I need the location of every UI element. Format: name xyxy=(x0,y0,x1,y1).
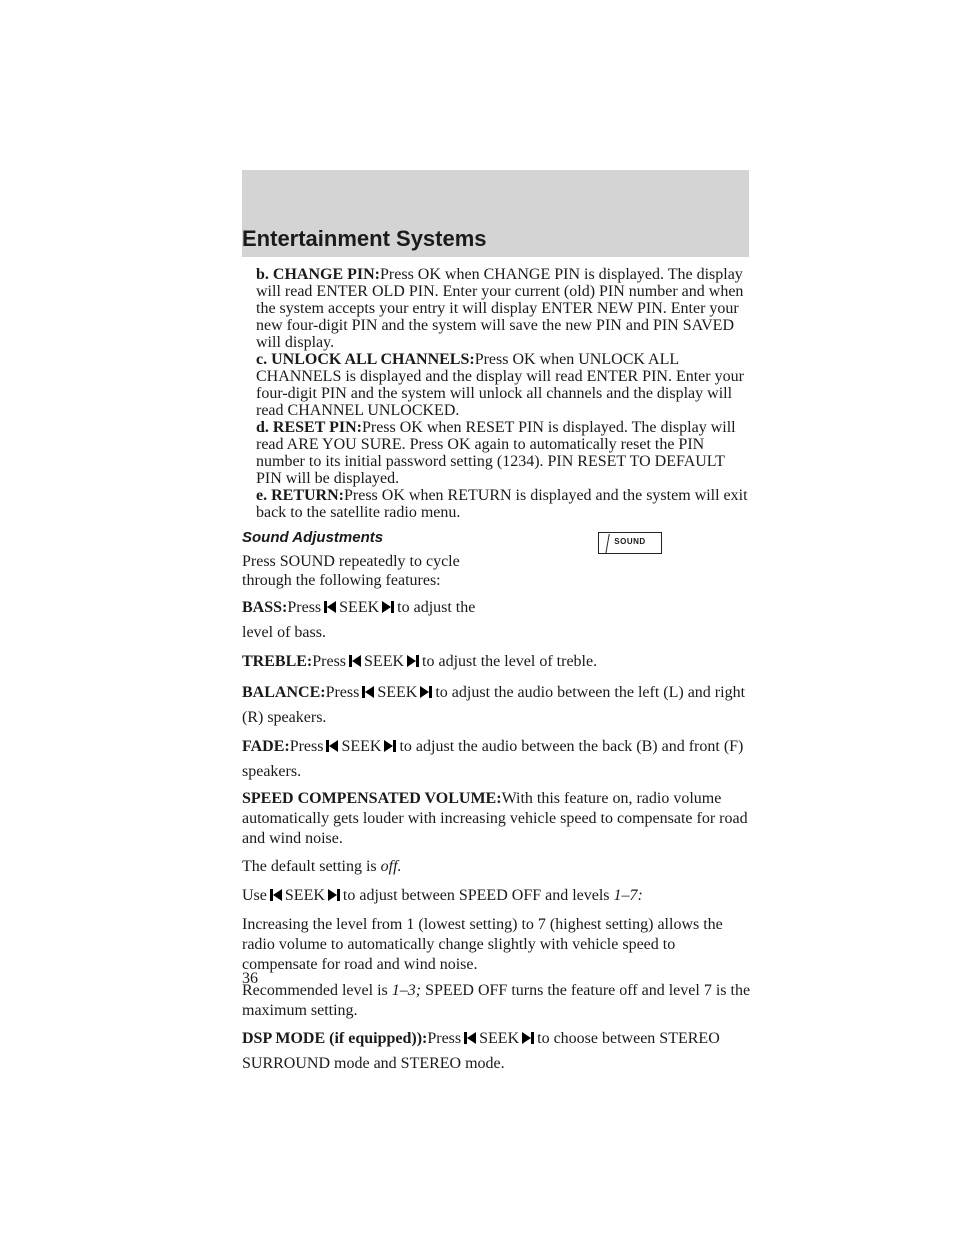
seek-back-icon xyxy=(463,1029,477,1052)
seek-forward-icon xyxy=(327,886,341,909)
seek-back-icon xyxy=(269,886,283,909)
definition-item xyxy=(256,351,752,419)
fade-description: to adjust the audio between the back (B) and front (F) speakers. xyxy=(242,738,744,780)
treble-paragraph xyxy=(242,650,752,675)
scv-text: With this feature on, radio volume automatically gets louder with increasing vehicle speed to compensate for road and wind noise. xyxy=(242,790,748,847)
intro-paragraph: Press SOUND repeatedly to cycle through the following features: xyxy=(242,553,460,589)
sound-button-label: SOUND xyxy=(614,537,646,546)
use-description: to adjust between SPEED OFF and levels xyxy=(342,887,610,904)
page-number: 36 xyxy=(242,970,258,987)
recommended-text: Recommended level is xyxy=(242,982,388,999)
definition-term: d. RESET PIN: xyxy=(256,419,362,436)
seek-label: SEEK xyxy=(364,653,405,670)
seek-label: SEEK xyxy=(377,684,418,701)
definition-term: c. UNLOCK ALL CHANNELS: xyxy=(256,351,475,368)
use-levels: 1–7: xyxy=(613,887,643,904)
treble-description: to adjust the level of treble. xyxy=(422,653,598,670)
balance-press: Press xyxy=(325,684,360,701)
scv-term: SPEED COMPENSATED VOLUME: xyxy=(242,790,502,807)
definition-text: Press OK when UNLOCK ALL CHANNELS is displayed and the display will read ENTER PIN. Enter your four-digit PIN and the system will unlock all channels and the display will read CHANNEL UNLOCKED. xyxy=(256,351,744,419)
scv-paragraph xyxy=(242,789,752,849)
use-text: Use xyxy=(242,887,267,904)
definition-item xyxy=(256,419,752,487)
definition-text: Press OK when RETURN is displayed and the system will exit back to the satellite radio menu. xyxy=(256,487,748,521)
sound-button-illustration xyxy=(598,532,662,554)
seek-forward-icon xyxy=(406,652,420,675)
bass-paragraph xyxy=(242,596,482,644)
dsp-term: DSP MODE (if equipped)): xyxy=(242,1030,428,1047)
treble-term: TREBLE: xyxy=(242,653,313,670)
page-title: Entertainment Systems xyxy=(242,226,487,251)
increasing-paragraph: Increasing the level from 1 (lowest setting) to 7 (highest setting) allows the radio volume to automatically change slightly with vehicle speed to compensate for road and wind noise. xyxy=(242,916,723,973)
balance-description: to adjust the audio between the left (L) and right (R) speakers. xyxy=(242,684,746,726)
seek-back-icon xyxy=(325,737,339,760)
bass-description: to adjust the level of bass. xyxy=(242,599,476,641)
seek-back-icon xyxy=(323,598,337,621)
seek-forward-icon xyxy=(381,598,395,621)
treble-press: Press xyxy=(312,653,347,670)
bass-term: BASS: xyxy=(242,599,288,616)
definition-list xyxy=(242,266,752,521)
seek-back-icon xyxy=(361,683,375,706)
bass-press: Press xyxy=(287,599,322,616)
definition-term: b. CHANGE PIN: xyxy=(256,266,381,283)
seek-label: SEEK xyxy=(479,1030,520,1047)
definition-text: Press OK when CHANGE PIN is displayed. The display will read ENTER OLD PIN. Enter your current (old) PIN number and when the system accepts your entry it will display ENTER NEW PIN. Enter your new four-digit PIN and the system will save the new PIN and PIN SAVED will display. xyxy=(256,266,744,351)
page-content xyxy=(242,266,752,1075)
dsp-description: to choose between STEREO SURROUND mode and STEREO mode. xyxy=(242,1030,720,1072)
definition-item xyxy=(256,266,752,351)
fade-term: FADE: xyxy=(242,738,290,755)
seek-forward-icon xyxy=(383,737,397,760)
recommended-paragraph xyxy=(242,981,752,1021)
fade-paragraph xyxy=(242,735,752,783)
definition-item xyxy=(256,487,752,521)
definition-term: e. RETURN: xyxy=(256,487,344,504)
use-paragraph xyxy=(242,884,752,909)
seek-label: SEEK xyxy=(284,887,325,904)
section-heading: Sound Adjustments xyxy=(242,529,384,546)
recommended-value: 1–3; xyxy=(391,982,422,999)
sound-adjustments-body xyxy=(242,552,752,1075)
seek-back-icon xyxy=(348,652,362,675)
default-setting-text: The default setting is xyxy=(242,858,377,875)
dsp-paragraph xyxy=(242,1027,752,1075)
seek-label: SEEK xyxy=(339,599,380,616)
seek-forward-icon xyxy=(521,1029,535,1052)
balance-term: BALANCE: xyxy=(242,684,326,701)
seek-label: SEEK xyxy=(341,738,382,755)
recommended-description: SPEED OFF turns the feature off and level 7 is the maximum setting. xyxy=(242,982,751,1019)
default-setting-paragraph xyxy=(242,855,752,878)
default-setting-value: off. xyxy=(380,858,402,875)
dsp-press: Press xyxy=(427,1030,462,1047)
balance-paragraph xyxy=(242,681,752,729)
fade-press: Press xyxy=(289,738,324,755)
seek-forward-icon xyxy=(419,683,433,706)
definition-text: Press OK when RESET PIN is displayed. The display will read ARE YOU SURE. Press OK again to automatically reset the PIN number to its initial password setting (1234). PIN RESET TO DEFAULT PIN will be displayed. xyxy=(256,419,736,487)
